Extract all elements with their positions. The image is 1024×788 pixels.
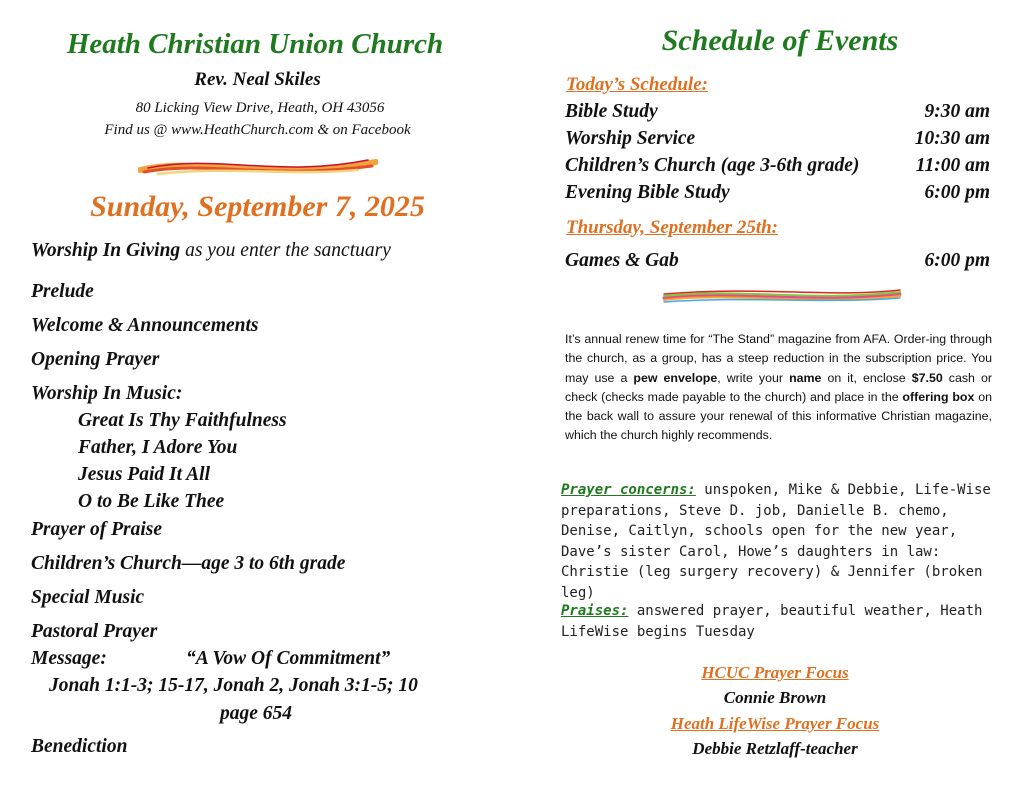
song-item: Father, I Adore You xyxy=(78,437,238,458)
church-address: 80 Licking View Drive, Heath, OH 43056 xyxy=(135,100,385,116)
event-name: Bible Study xyxy=(565,101,658,122)
event-time: 9:30 am xyxy=(924,101,990,122)
flame-swoosh-decoration xyxy=(138,152,378,184)
worship-in-giving-note: as you enter the sanctuary xyxy=(180,240,391,261)
schedule-title: Schedule of Events xyxy=(661,24,899,57)
order-benediction: Benediction xyxy=(31,736,128,757)
hcuc-prayer-focus-name: Connie Brown xyxy=(723,688,827,707)
song-item: Great Is Thy Faithfulness xyxy=(78,410,287,431)
event-name: Games & Gab xyxy=(565,250,679,271)
praises xyxy=(561,601,1001,642)
rainbow-swoosh-decoration xyxy=(662,286,902,308)
event-name: Children’s Church (age 3-6th grade) xyxy=(565,155,860,176)
order-pastoral-prayer: Pastoral Prayer xyxy=(31,621,158,642)
lifewise-prayer-focus-heading: Heath LifeWise Prayer Focus xyxy=(670,714,880,733)
order-childrens-church: Children’s Church—age 3 to 6th grade xyxy=(31,553,346,574)
find-us-line: Find us @ www.HeathChurch.com & on Facebook xyxy=(104,122,411,138)
event-time: 6:00 pm xyxy=(924,250,990,271)
event-time: 6:00 pm xyxy=(924,182,990,203)
church-name: Heath Christian Union Church xyxy=(66,28,444,60)
order-worship-music: Worship In Music: xyxy=(31,383,183,404)
song-item: O to Be Like Thee xyxy=(78,491,225,512)
service-date: Sunday, September 7, 2025 xyxy=(90,190,425,223)
thursday-heading: Thursday, September 25th: xyxy=(566,217,778,238)
pastor-name: Rev. Neal Skiles xyxy=(194,69,321,90)
praises-label: Praises: xyxy=(561,603,629,619)
event-name: Evening Bible Study xyxy=(565,182,730,203)
order-message-label: Message: xyxy=(31,648,107,669)
hcuc-prayer-focus-heading: HCUC Prayer Focus xyxy=(701,663,849,682)
order-special-music: Special Music xyxy=(31,587,145,608)
lifewise-prayer-focus-name: Debbie Retzlaff-teacher xyxy=(692,739,858,758)
order-opening-prayer: Opening Prayer xyxy=(31,349,160,370)
order-prayer-of-praise: Prayer of Praise xyxy=(31,519,163,540)
event-name: Worship Service xyxy=(565,128,696,149)
message-title: “A Vow Of Commitment” xyxy=(186,648,391,669)
page-reference: page 654 xyxy=(220,703,293,724)
order-prelude: Prelude xyxy=(31,281,94,302)
worship-in-giving xyxy=(31,240,391,262)
today-schedule-heading: Today’s Schedule: xyxy=(566,74,708,95)
order-welcome: Welcome & Announcements xyxy=(31,315,259,336)
prayer-concerns-label: Prayer concerns: xyxy=(561,482,696,498)
stand-magazine-notice: It’s annual renew time for “The Stand” magazine from AFA. Order-ing through the church, as a group, has a steep reduction in the subscription price. You may use a pew envelope, write your name on it, enclose $7.50 cash or check (checks made payable to the church) and place in the offering box on the back wall to assure your renewal of this informative Christian magazine, which the church highly recommends. xyxy=(565,332,992,443)
scripture-reference: Jonah 1:1-3; 15-17, Jonah 2, Jonah 3:1-5; 10 xyxy=(49,675,418,696)
prayer-concerns xyxy=(561,480,1001,603)
event-time: 10:30 am xyxy=(914,128,990,149)
praises-text: answered prayer, beautiful weather, Heath LifeWise begins Tuesday xyxy=(561,603,983,640)
song-item: Jesus Paid It All xyxy=(78,464,211,485)
worship-in-giving-label: Worship In Giving xyxy=(31,240,181,261)
event-time: 11:00 am xyxy=(915,155,990,176)
prayer-concerns-text: unspoken, Mike & Debbie, Life-Wise preparations, Steve D. job, Danielle B. chemo, Denise, Caitlyn, schools open for the new year, Dave’s sister Carol, Howe’s daughters in law: Christie (leg surgery recovery) & Jennifer (broken leg) xyxy=(561,482,991,601)
